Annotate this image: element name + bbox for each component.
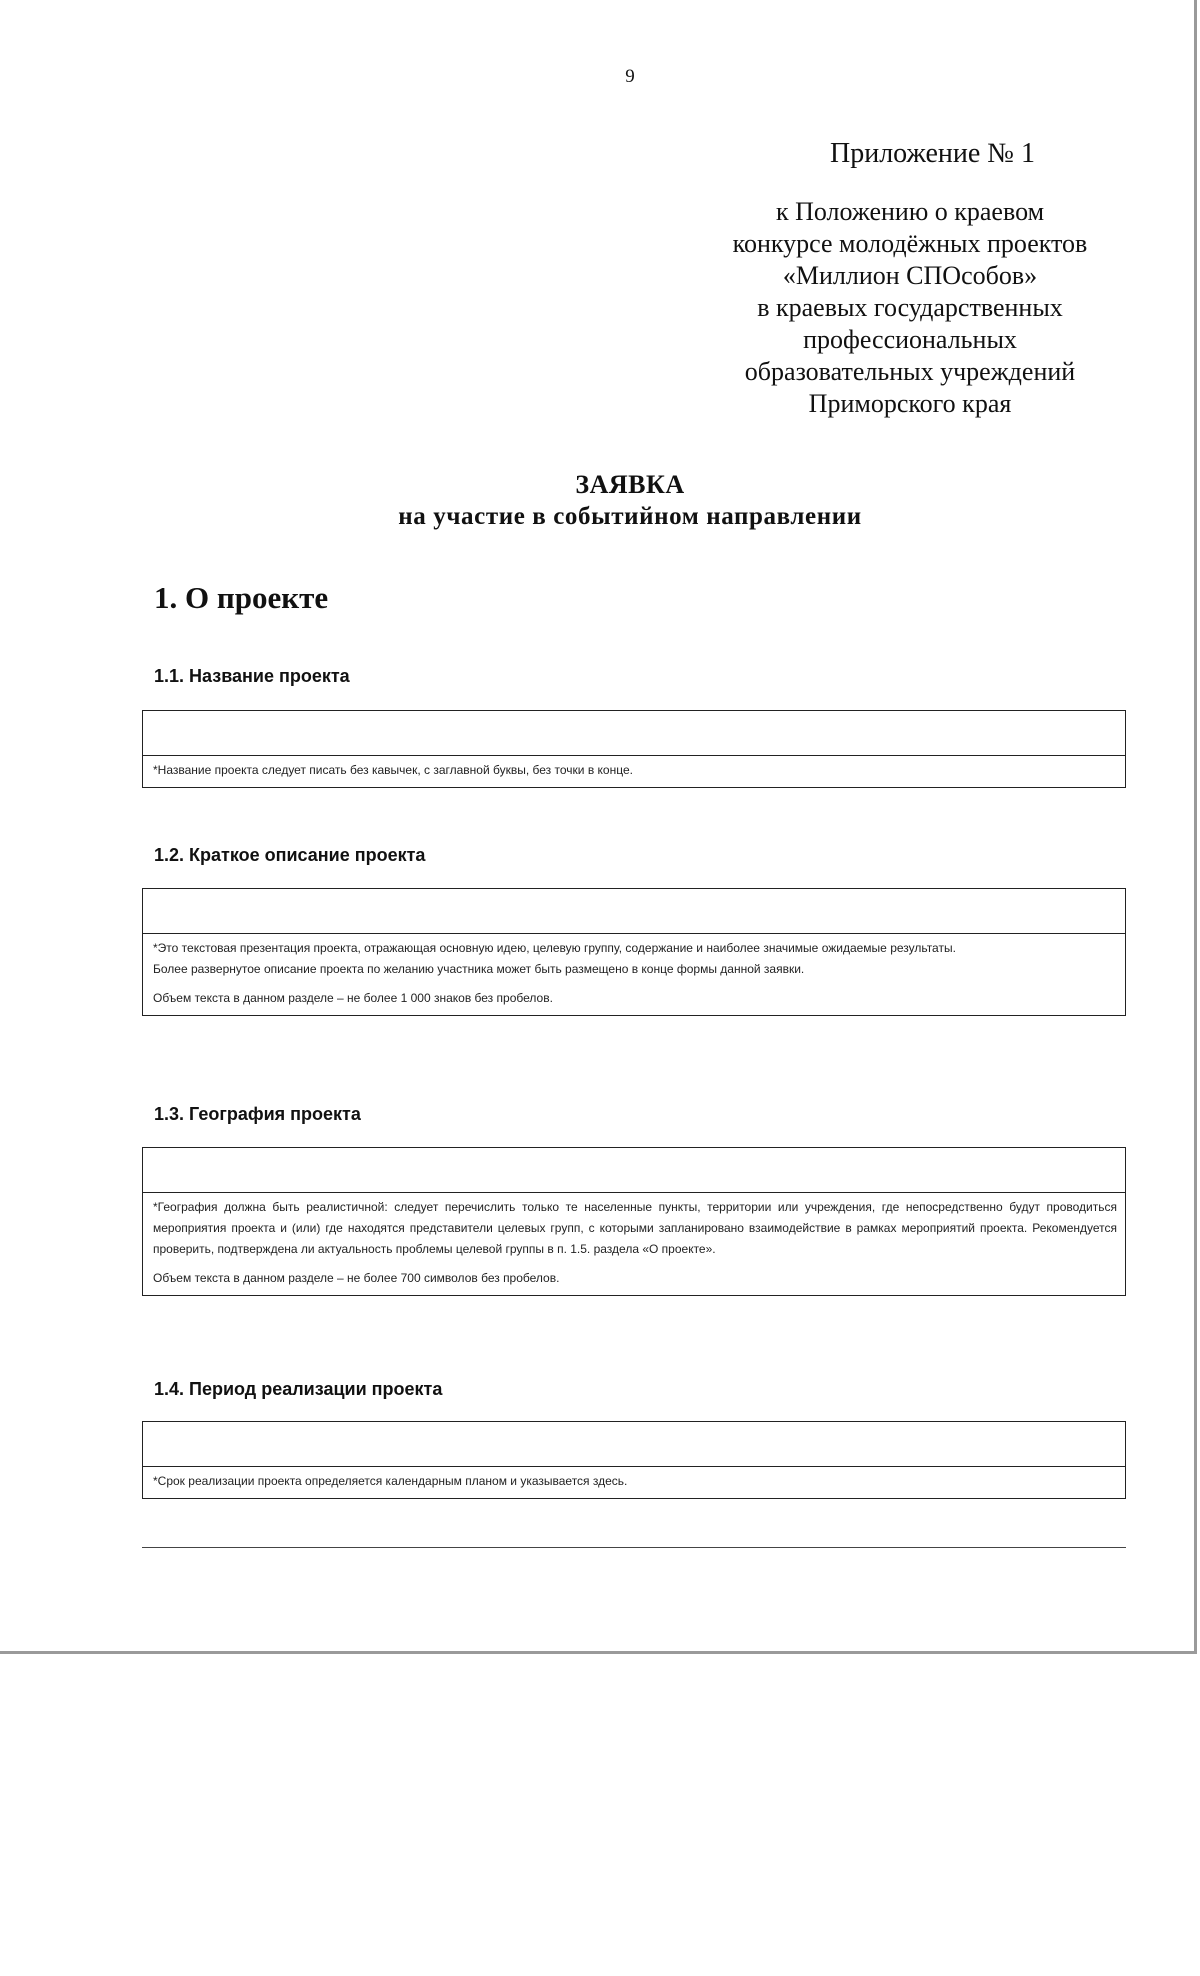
appendix-line: Приморского края: [808, 389, 1012, 418]
appendix-line: конкурсе молодёжных проектов: [732, 229, 1088, 258]
field-heading-geography: 1.3. География проекта: [154, 1104, 361, 1124]
appendix-line: в краевых государственных: [757, 293, 1063, 322]
field-note: [143, 934, 1125, 1015]
note-text: Более развернутое описание проекта по желанию участника может быть размещено в конце формы данной заявки.: [153, 962, 805, 976]
project-name-box: [142, 710, 1126, 788]
field-note: [143, 756, 1125, 787]
note-text: *Название проекта следует писать без кавычек, с заглавной буквы, без точки в конце.: [153, 763, 633, 777]
page-number: 9: [625, 66, 635, 87]
note-text: Объем текста в данном разделе – не более 700 символов без пробелов.: [153, 1271, 560, 1285]
field-heading-project-name: 1.1. Название проекта: [154, 666, 350, 686]
appendix-title: Приложение № 1: [830, 138, 1035, 169]
field-note: [143, 1193, 1125, 1295]
note-text: Объем текста в данном разделе – не более 1 000 знаков без пробелов.: [153, 991, 553, 1005]
project-name-input[interactable]: [143, 711, 1125, 756]
bottom-divider: [142, 1547, 1126, 1548]
period-box: [142, 1421, 1126, 1499]
note-text: *Срок реализации проекта определяется календарным планом и указывается здесь.: [153, 1474, 628, 1488]
appendix-line: «Миллион СПОсобов»: [782, 261, 1038, 290]
field-heading-short-description: 1.2. Краткое описание проекта: [154, 845, 426, 865]
field-note: [143, 1467, 1125, 1498]
appendix-line: образовательных учреждений: [744, 357, 1076, 386]
appendix-line: профессиональных: [803, 325, 1017, 354]
appendix-line: к Положению о краевом: [775, 197, 1045, 226]
geography-input[interactable]: [143, 1148, 1125, 1193]
note-text: *География должна быть реалистичной: следует перечислить только те населенные пункты, территории или учреждения, где непосредственно будут проводиться мероприятия проекта и (или) где находятся представители целевых групп, с которыми запланировано взаимодействие в рамках мероприятий проекта. Рекомендуется проверить, подтверждена ли актуальность проблемы целевой группы в п. 1.5. раздела «О проекте».: [153, 1200, 1117, 1256]
application-subtitle: на участие в событийном направлении: [398, 503, 862, 530]
appendix-reference: [700, 196, 1120, 420]
section-heading: 1. О проекте: [154, 580, 329, 615]
geography-box: [142, 1147, 1126, 1296]
short-description-box: [142, 888, 1126, 1016]
short-description-input[interactable]: [143, 889, 1125, 934]
period-input[interactable]: [143, 1422, 1125, 1467]
application-title: ЗАЯВКА: [575, 470, 685, 499]
note-text: *Это текстовая презентация проекта, отражающая основную идею, целевую группу, содержание и наиболее значимые ожидаемые результаты.: [153, 941, 956, 955]
field-heading-period: 1.4. Период реализации проекта: [154, 1379, 443, 1399]
